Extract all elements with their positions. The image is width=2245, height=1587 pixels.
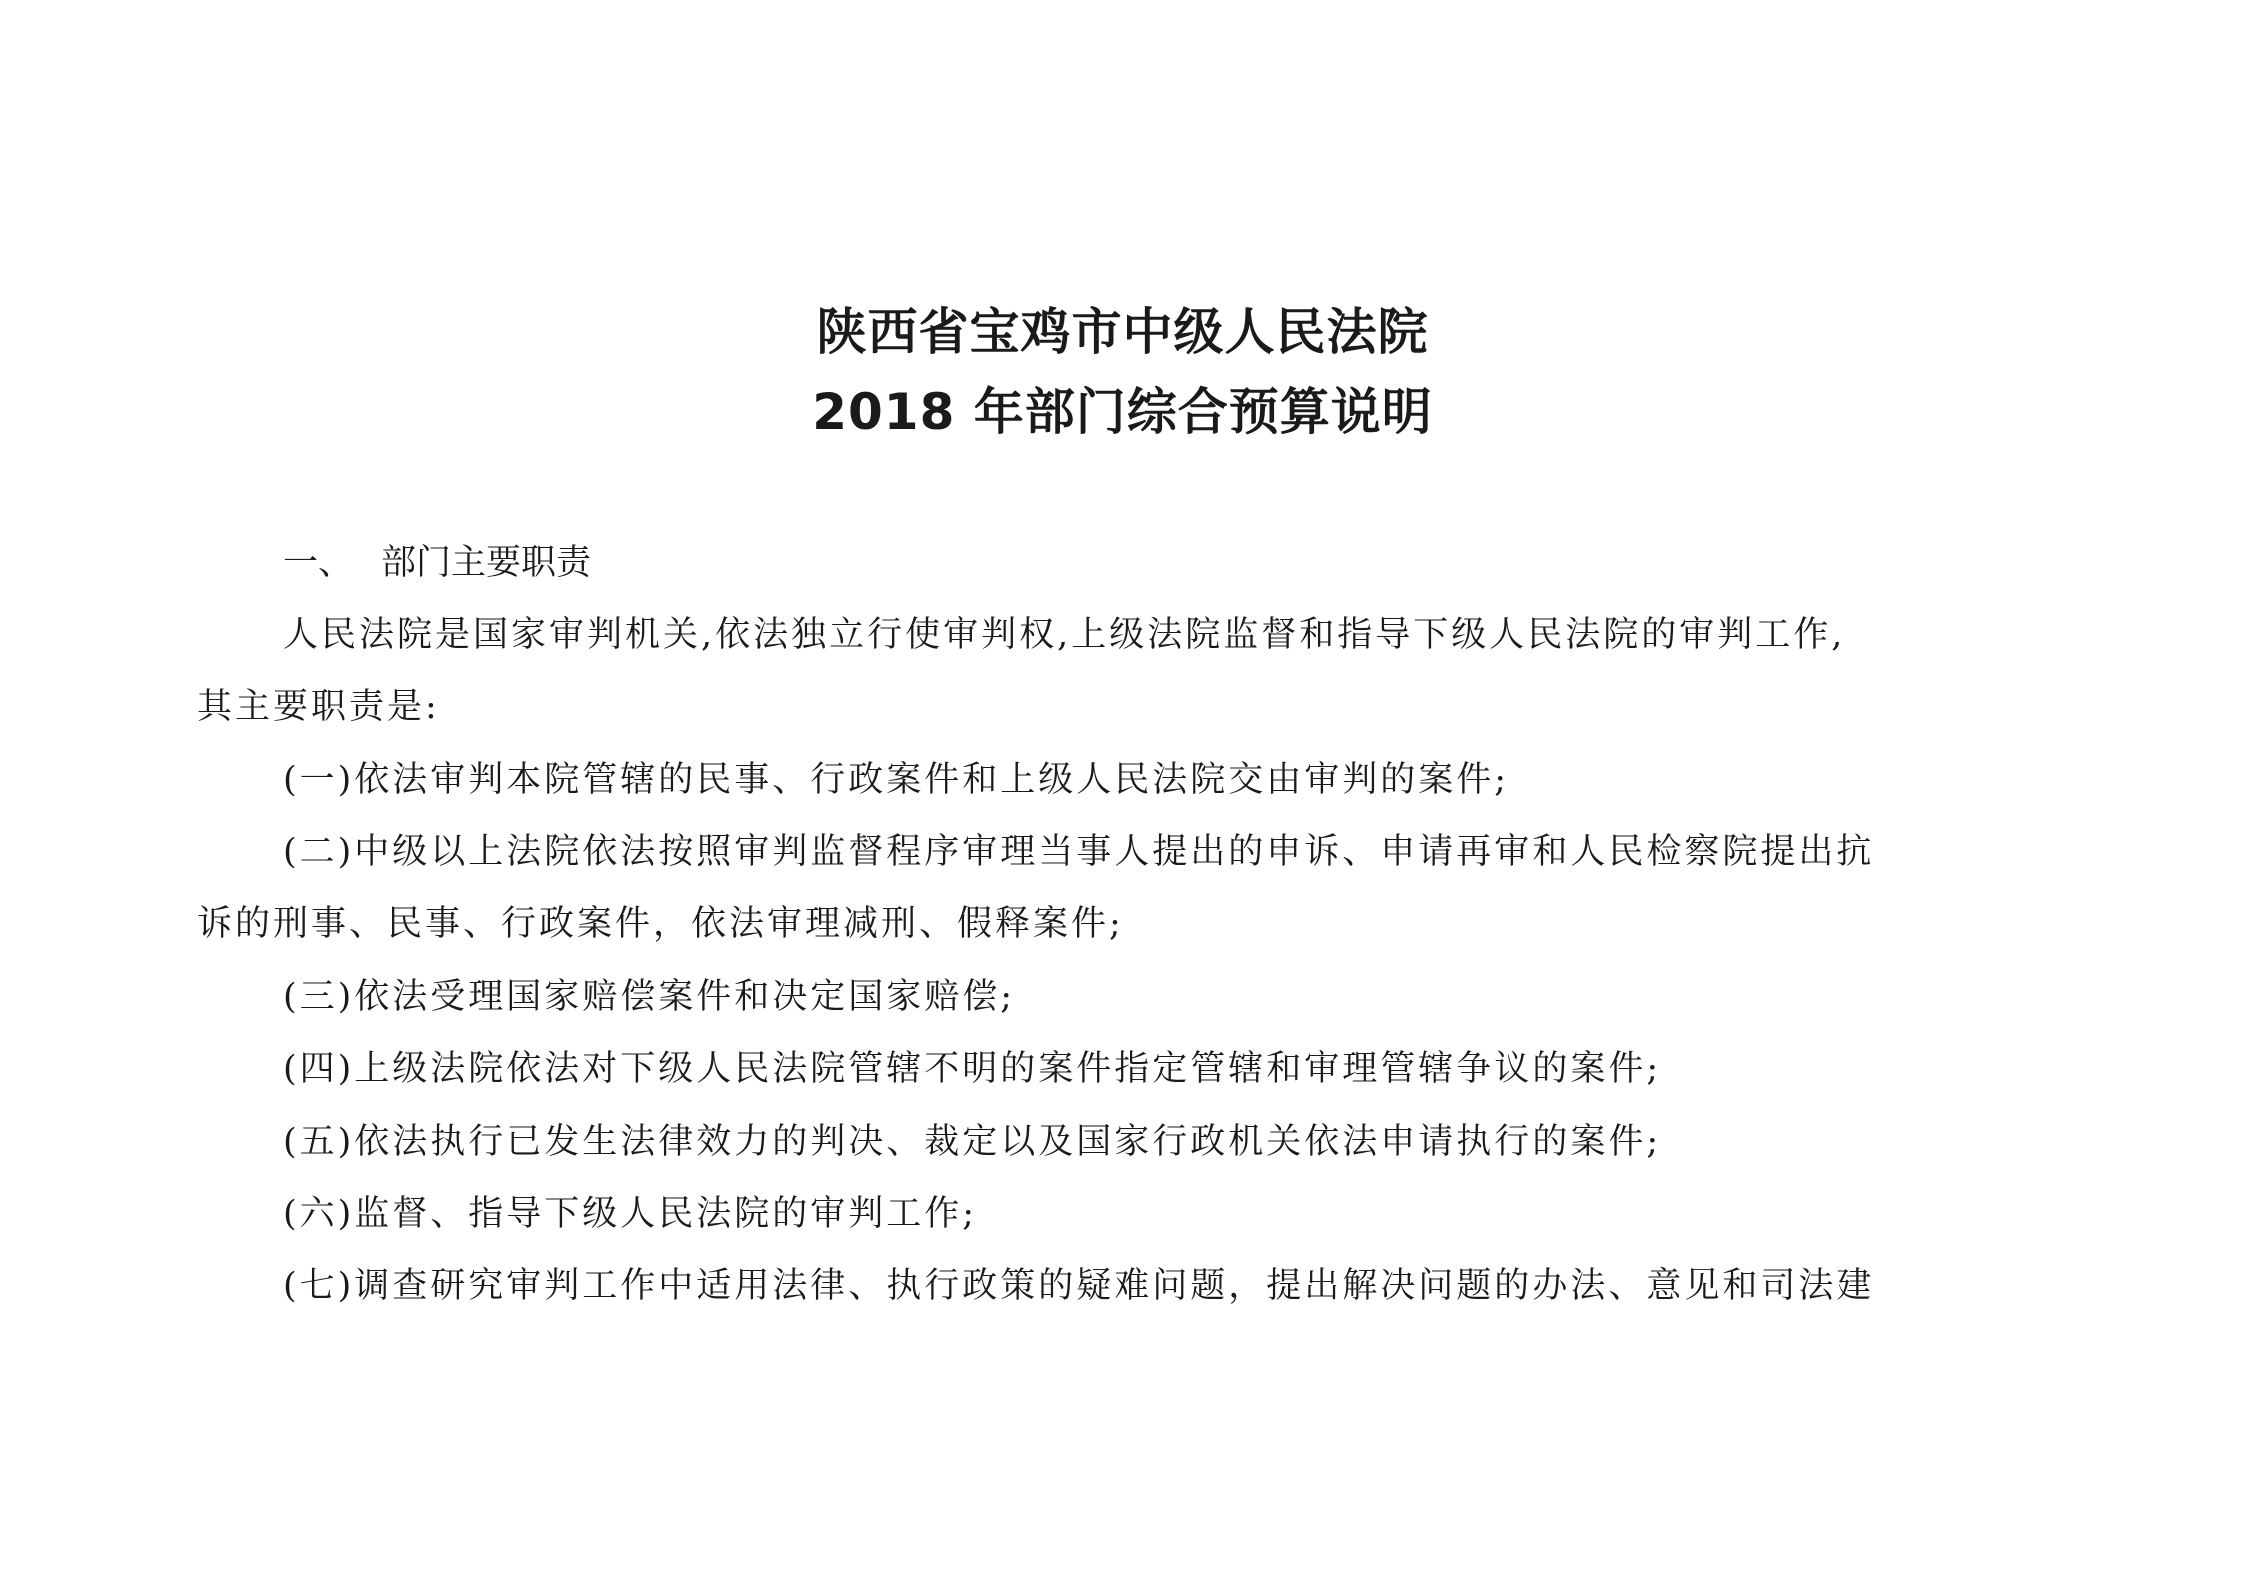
list-item-2-line-2: 诉的刑事、民事、行政案件，依法审理减刑、假释案件; <box>197 904 1124 944</box>
section-title: 部门主要职责 <box>381 543 592 583</box>
list-item-6: (六)监督、指导下级人民法院的审判工作; <box>283 1194 978 1234</box>
title-line-1: 陕西省宝鸡市中级人民法院 <box>816 303 1429 361</box>
list-item-2-line-1: (二)中级以上法院依法按照审判监督程序审理当事人提出的申诉、申请再审和人民检察院提出抗 <box>283 832 1875 872</box>
section-number: 一、 <box>283 543 354 583</box>
document-title <box>0 292 2245 452</box>
section-heading <box>283 533 591 593</box>
list-item-1: (一)依法审判本院管辖的民事、行政案件和上级人民法院交由审判的案件; <box>283 760 1510 800</box>
list-item-5: (五)依法执行已发生法律效力的判决、裁定以及国家行政机关依法申请执行的案件; <box>283 1122 1662 1162</box>
paragraph-intro-line-2: 其主要职责是: <box>197 687 440 727</box>
list-item-4: (四)上级法院依法对下级人民法院管辖不明的案件指定管辖和审理管辖争议的案件; <box>283 1049 1662 1089</box>
paragraph-intro-line-1: 人民法院是国家审判机关,依法独立行使审判权,上级法院监督和指导下级人民法院的审判工作, <box>283 615 1846 655</box>
list-item-3: (三)依法受理国家赔偿案件和决定国家赔偿; <box>283 977 1016 1017</box>
title-line-2: 2018 年部门综合预算说明 <box>812 383 1433 441</box>
list-item-7-line-1: (七)调查研究审判工作中适用法律、执行政策的疑难问题，提出解决问题的办法、意见和司法建 <box>283 1266 1875 1306</box>
